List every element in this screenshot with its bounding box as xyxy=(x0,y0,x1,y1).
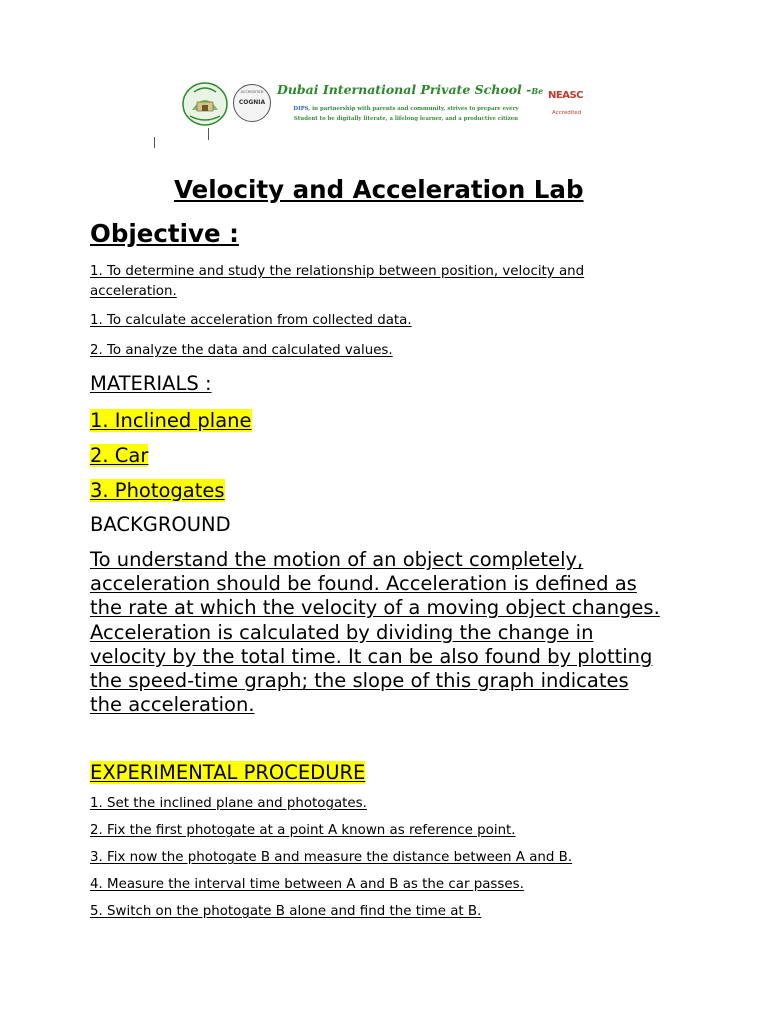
material-item: 2. Car xyxy=(90,444,149,467)
school-crest-logo xyxy=(180,80,230,128)
background-line: the speed-time graph; the slope of this graph indicates xyxy=(90,669,629,693)
objective-item: 2. To analyze the data and calculated values. xyxy=(90,343,393,358)
material-item: 1. Inclined plane xyxy=(90,409,252,432)
background-line: velocity by the total time. It can be also found by plotting xyxy=(90,644,653,668)
neasc-accredited-text: Accredited xyxy=(552,110,582,116)
neasc-accreditation-logo xyxy=(546,88,590,128)
background-line: Acceleration is calculated by dividing the change in xyxy=(90,620,594,644)
header-mark xyxy=(154,137,155,148)
objective-item: 1. To determine and study the relationship between position, velocity and xyxy=(90,264,585,279)
header-mark xyxy=(208,128,209,140)
background-line: the rate at which the velocity of a moving object changes. xyxy=(90,596,660,620)
neasc-text: NEASC xyxy=(548,90,583,101)
school-mission: DIPS, in partnership with parents and community, strives to prepare every Student to be digitally literate, a lifelong learner, and a productive citizen xyxy=(293,106,519,122)
document-title: Velocity and Acceleration Lab xyxy=(174,175,584,204)
material-item: 3. Photogates xyxy=(90,479,225,502)
background-paragraph xyxy=(90,548,690,717)
procedure-step: 1. Set the inclined plane and photogates. xyxy=(90,796,367,811)
objective-item: 1. To calculate acceleration from collected data. xyxy=(90,313,412,328)
school-header-banner xyxy=(180,78,592,134)
procedure-step: 4. Measure the interval time between A and B as the car passes. xyxy=(90,877,524,892)
procedure-step: 3. Fix now the photogate B and measure the distance between A and B. xyxy=(90,850,573,865)
cognia-text: COGNIA xyxy=(238,99,266,106)
objective-item: acceleration. xyxy=(90,284,177,299)
background-line: acceleration should be found. Acceleration is defined as xyxy=(90,572,637,596)
objective-heading: Objective : xyxy=(90,219,239,248)
procedure-step: 5. Switch on the photogate B alone and find the time at B. xyxy=(90,904,482,919)
accredited-seal-text: ACCREDITED xyxy=(240,90,264,94)
background-line: To understand the motion of an object completely, xyxy=(90,548,584,571)
procedure-heading: EXPERIMENTAL PROCEDURE xyxy=(90,761,366,784)
background-heading: BACKGROUND xyxy=(90,513,231,536)
cognia-accreditation-badge xyxy=(233,84,271,122)
school-name: Dubai International Private School -Be xyxy=(277,82,544,97)
background-line: the acceleration. xyxy=(90,693,255,717)
procedure-step: 2. Fix the first photogate at a point A known as reference point. xyxy=(90,823,516,838)
materials-heading: MATERIALS : xyxy=(90,372,212,395)
